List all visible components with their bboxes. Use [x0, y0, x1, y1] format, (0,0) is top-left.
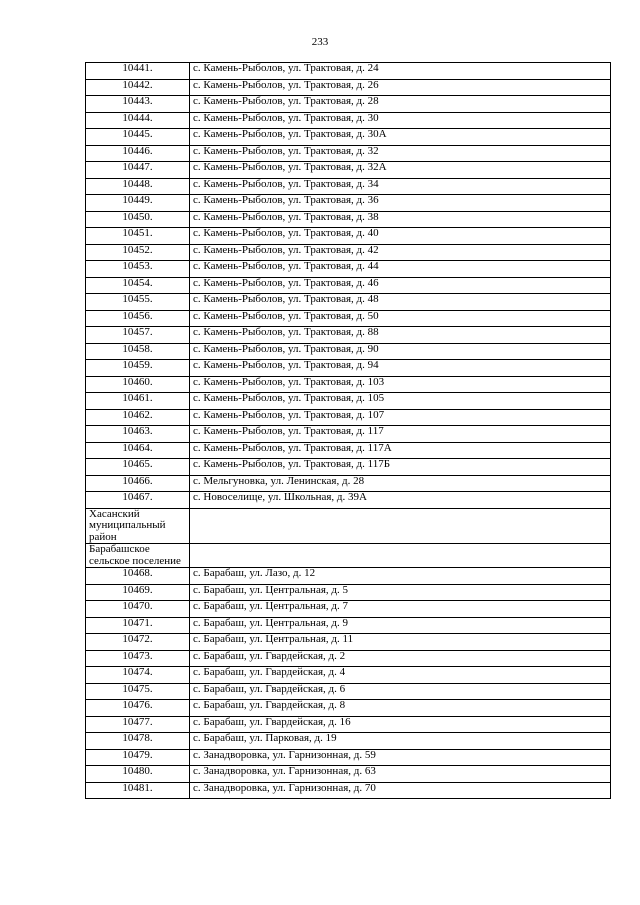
row-address-cell: с. Барабаш, ул. Гвардейская, д. 2 — [190, 650, 611, 667]
table-row — [86, 360, 611, 377]
table-row — [86, 568, 611, 585]
row-number-cell: 10454. — [86, 277, 190, 294]
row-number-cell: 10450. — [86, 211, 190, 228]
row-number-cell: 10442. — [86, 79, 190, 96]
table-row — [86, 459, 611, 476]
table-row — [86, 129, 611, 146]
row-number-cell: 10446. — [86, 145, 190, 162]
row-number-cell: 10481. — [86, 782, 190, 799]
row-address-cell: с. Барабаш, ул. Гвардейская, д. 16 — [190, 716, 611, 733]
row-address-cell: с. Камень-Рыболов, ул. Трактовая, д. 28 — [190, 96, 611, 113]
row-address-cell: с. Камень-Рыболов, ул. Трактовая, д. 42 — [190, 244, 611, 261]
table-row — [86, 327, 611, 344]
table-row — [86, 178, 611, 195]
table-row — [86, 409, 611, 426]
table-body-top — [86, 63, 611, 509]
row-address-cell: с. Камень-Рыболов, ул. Трактовая, д. 40 — [190, 228, 611, 245]
row-number-cell: 10441. — [86, 63, 190, 80]
table-row — [86, 749, 611, 766]
row-number-cell: 10457. — [86, 327, 190, 344]
row-number-cell: 10476. — [86, 700, 190, 717]
row-address-cell: с. Занадворовка, ул. Гарнизонная, д. 59 — [190, 749, 611, 766]
row-address-cell: с. Камень-Рыболов, ул. Трактовая, д. 32 — [190, 145, 611, 162]
table-row — [86, 393, 611, 410]
table-row — [86, 650, 611, 667]
table-row — [86, 162, 611, 179]
table-row — [86, 716, 611, 733]
row-number-cell: 10443. — [86, 96, 190, 113]
row-address-cell: с. Камень-Рыболов, ул. Трактовая, д. 88 — [190, 327, 611, 344]
row-number-cell: 10462. — [86, 409, 190, 426]
row-number-cell: 10471. — [86, 617, 190, 634]
row-address-cell: с. Барабаш, ул. Центральная, д. 9 — [190, 617, 611, 634]
row-number-cell: 10466. — [86, 475, 190, 492]
row-number-cell: 10479. — [86, 749, 190, 766]
row-number-cell: 10455. — [86, 294, 190, 311]
row-address-cell: с. Занадворовка, ул. Гарнизонная, д. 70 — [190, 782, 611, 799]
row-address-cell: с. Камень-Рыболов, ул. Трактовая, д. 30 — [190, 112, 611, 129]
row-number-cell: 10445. — [86, 129, 190, 146]
section-district-empty-cell — [190, 508, 611, 544]
row-address-cell: с. Камень-Рыболов, ул. Трактовая, д. 105 — [190, 393, 611, 410]
row-number-cell: 10480. — [86, 766, 190, 783]
row-number-cell: 10470. — [86, 601, 190, 618]
row-number-cell: 10465. — [86, 459, 190, 476]
table-row — [86, 343, 611, 360]
row-number-cell: 10469. — [86, 584, 190, 601]
row-number-cell: 10459. — [86, 360, 190, 377]
row-address-cell: с. Камень-Рыболов, ул. Трактовая, д. 48 — [190, 294, 611, 311]
row-address-cell: с. Мельгуновка, ул. Ленинская, д. 28 — [190, 475, 611, 492]
row-number-cell: 10472. — [86, 634, 190, 651]
row-number-cell: 10477. — [86, 716, 190, 733]
row-address-cell: с. Камень-Рыболов, ул. Трактовая, д. 44 — [190, 261, 611, 278]
table-row — [86, 426, 611, 443]
section-district-cell — [86, 508, 190, 544]
row-number-cell: 10475. — [86, 683, 190, 700]
row-number-cell: 10453. — [86, 261, 190, 278]
table-row — [86, 195, 611, 212]
row-address-cell: с. Камень-Рыболов, ул. Трактовая, д. 107 — [190, 409, 611, 426]
row-address-cell: с. Камень-Рыболов, ул. Трактовая, д. 34 — [190, 178, 611, 195]
table-row — [86, 96, 611, 113]
row-number-cell: 10448. — [86, 178, 190, 195]
page-number: 233 — [311, 36, 329, 48]
row-address-cell: с. Камень-Рыболов, ул. Трактовая, д. 36 — [190, 195, 611, 212]
row-address-cell: с. Барабаш, ул. Гвардейская, д. 8 — [190, 700, 611, 717]
row-address-cell: с. Камень-Рыболов, ул. Трактовая, д. 24 — [190, 63, 611, 80]
row-address-cell: с. Камень-Рыболов, ул. Трактовая, д. 46 — [190, 277, 611, 294]
address-registry-table — [85, 62, 611, 799]
table-row — [86, 145, 611, 162]
table-body-bottom — [86, 568, 611, 799]
table-row — [86, 766, 611, 783]
table-row — [86, 733, 611, 750]
table-row — [86, 683, 611, 700]
table-row — [86, 211, 611, 228]
row-number-cell: 10456. — [86, 310, 190, 327]
row-number-cell: 10444. — [86, 112, 190, 129]
row-number-cell: 10451. — [86, 228, 190, 245]
row-number-cell: 10461. — [86, 393, 190, 410]
row-number-cell: 10468. — [86, 568, 190, 585]
section-row-district — [86, 508, 611, 544]
row-address-cell: с. Барабаш, ул. Центральная, д. 11 — [190, 634, 611, 651]
table-row — [86, 475, 611, 492]
row-address-cell: с. Камень-Рыболов, ул. Трактовая, д. 117А — [190, 442, 611, 459]
table-row — [86, 112, 611, 129]
table-row — [86, 584, 611, 601]
table-row — [86, 310, 611, 327]
table-row — [86, 376, 611, 393]
row-address-cell: с. Камень-Рыболов, ул. Трактовая, д. 26 — [190, 79, 611, 96]
table-row — [86, 294, 611, 311]
row-address-cell: с. Камень-Рыболов, ул. Трактовая, д. 90 — [190, 343, 611, 360]
row-address-cell: с. Новоселище, ул. Школьная, д. 39А — [190, 492, 611, 509]
row-number-cell: 10460. — [86, 376, 190, 393]
row-number-cell: 10458. — [86, 343, 190, 360]
table-row — [86, 634, 611, 651]
table-row — [86, 277, 611, 294]
row-address-cell: с. Камень-Рыболов, ул. Трактовая, д. 50 — [190, 310, 611, 327]
row-address-cell: с. Камень-Рыболов, ул. Трактовая, д. 117 — [190, 426, 611, 443]
table-body-sections — [86, 508, 611, 568]
row-number-cell: 10449. — [86, 195, 190, 212]
table-row — [86, 261, 611, 278]
table-row — [86, 782, 611, 799]
table-row — [86, 228, 611, 245]
row-number-cell: 10447. — [86, 162, 190, 179]
section-district-label: Хасанский муниципальный район — [89, 507, 166, 543]
table-row — [86, 442, 611, 459]
row-address-cell: с. Барабаш, ул. Гвардейская, д. 4 — [190, 667, 611, 684]
row-address-cell: с. Барабаш, ул. Парковая, д. 19 — [190, 733, 611, 750]
row-address-cell: с. Барабаш, ул. Центральная, д. 7 — [190, 601, 611, 618]
table-row — [86, 667, 611, 684]
row-address-cell: с. Камень-Рыболов, ул. Трактовая, д. 103 — [190, 376, 611, 393]
table-row — [86, 617, 611, 634]
row-number-cell: 10452. — [86, 244, 190, 261]
row-address-cell: с. Барабаш, ул. Центральная, д. 5 — [190, 584, 611, 601]
row-address-cell: с. Камень-Рыболов, ул. Трактовая, д. 32А — [190, 162, 611, 179]
row-address-cell: с. Барабаш, ул. Лазо, д. 12 — [190, 568, 611, 585]
row-address-cell: с. Камень-Рыболов, ул. Трактовая, д. 94 — [190, 360, 611, 377]
table-row — [86, 79, 611, 96]
table-row — [86, 492, 611, 509]
row-address-cell: с. Барабаш, ул. Гвардейская, д. 6 — [190, 683, 611, 700]
row-address-cell: с. Занадворовка, ул. Гарнизонная, д. 63 — [190, 766, 611, 783]
row-number-cell: 10467. — [86, 492, 190, 509]
row-address-cell: с. Камень-Рыболов, ул. Трактовая, д. 38 — [190, 211, 611, 228]
section-settlement-label: Барабашское сельское поселение — [89, 543, 181, 567]
section-row-settlement — [86, 544, 611, 568]
row-number-cell: 10463. — [86, 426, 190, 443]
row-number-cell: 10474. — [86, 667, 190, 684]
section-settlement-empty-cell — [190, 544, 611, 568]
row-address-cell: с. Камень-Рыболов, ул. Трактовая, д. 30А — [190, 129, 611, 146]
row-number-cell: 10473. — [86, 650, 190, 667]
section-settlement-cell — [86, 544, 190, 568]
row-number-cell: 10464. — [86, 442, 190, 459]
row-address-cell: с. Камень-Рыболов, ул. Трактовая, д. 117Б — [190, 459, 611, 476]
table-row — [86, 63, 611, 80]
table-row — [86, 700, 611, 717]
row-number-cell: 10478. — [86, 733, 190, 750]
table-row — [86, 244, 611, 261]
table-row — [86, 601, 611, 618]
